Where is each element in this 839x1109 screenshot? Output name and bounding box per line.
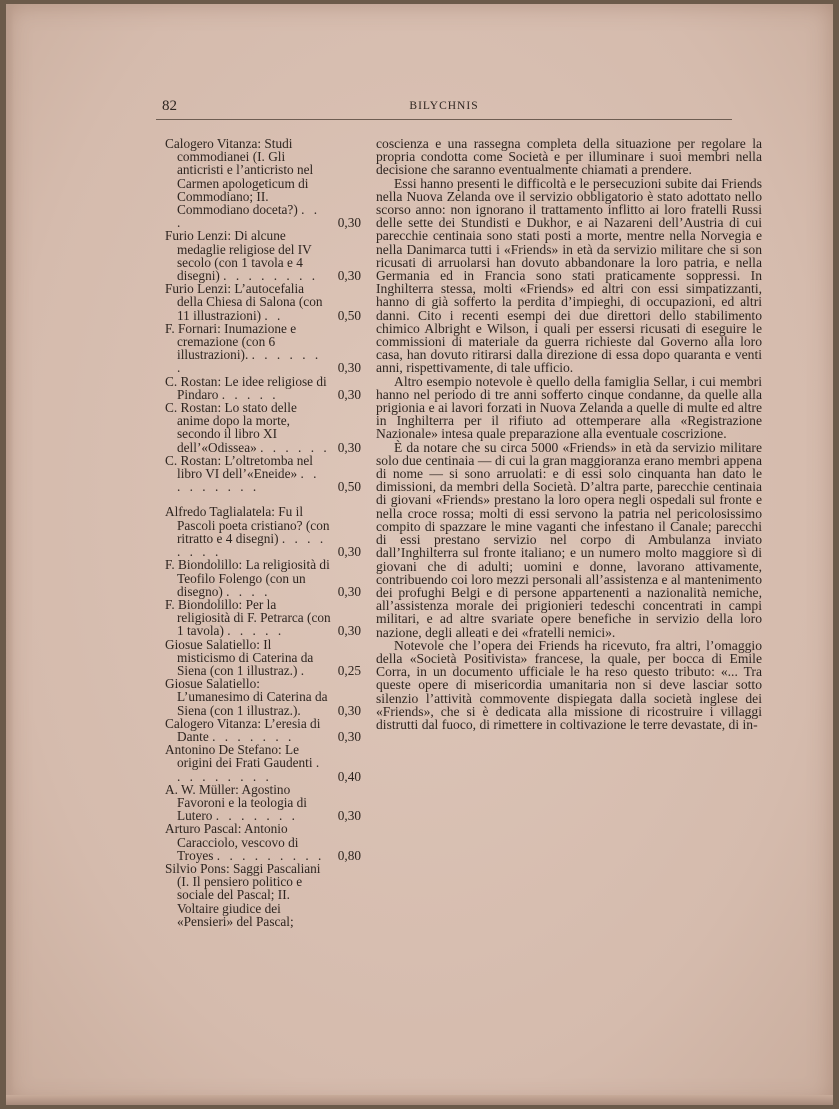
- catalog-entry: F. Biondolillo: La religiosità di Teofilo Folengo (con un disegno) . . . . 0,30: [165, 557, 361, 599]
- entry-price: 0,25: [337, 662, 361, 678]
- catalog-entry: A. W. Müller: Agostino Favoroni e la teologia di Lutero . . . . . . . 0,30: [165, 781, 361, 824]
- catalog-entry: Alfredo Taglialatela: Fu il Pascoli poeta cristiano? (con ritratto e 4 disegni) . . . . . . . . 0,30: [165, 504, 361, 560]
- entry-price: 0,30: [337, 360, 361, 376]
- article-column: [376, 137, 762, 731]
- entry-price: 0,50: [337, 307, 361, 323]
- article-paragraph: È da notare che su circa 5000 «Friends» in età da servizio militare solo due centinaia — di cui la gran maggioranza erano membri appena di nome — si sono arruolati: e di essi solo cinquanta han dato le dimissioni, da membri della Società. D’altra parte, parecchie centinaia di giovani «Friends» prestano la loro opera negli ospedali sul fronte e nella croce rossa; molti di essi servono la patria nel pericolosissimo compito di spazzare le mine vaganti che infestano il Canale; parecchi di essi prestano servizio nel corpo di Ambulanza inviato dall’Inghilterra sul fronte italiano; e un numero molto maggiore sì di giovani che di adulti; uomini e donne, lavorano attivamente, contribuendo coi loro mezzi personali all’assistenza e al mantenimento dei profughi Belgi e di persone appartenenti a nazionalità nemiche, all’assistenza morale dei prigionieri tedeschi concentrati in campi militari, e ad altre svariate opere benefiche in servizio della loro nazione, degli alleati e dei «fratelli nemici».: [376, 439, 762, 640]
- entry-price: 0,30: [337, 544, 361, 560]
- catalog-entry: F. Biondolillo: Per la religiosità di F. Petrarca (con 1 tavola) . . . . . 0,30: [165, 596, 361, 639]
- catalog-entry: C. Rostan: Lo stato delle anime dopo la morte, secondo il libro XI dell’«Odissea» . . . . . . 0,30: [165, 400, 361, 455]
- catalog-entry: C. Rostan: Le idee religiose di Pindaro . . . . . 0,30: [165, 373, 361, 402]
- entry-price: 0,30: [337, 623, 361, 639]
- page-edge-shadow: [6, 4, 14, 1105]
- article-paragraph: Essi hanno presenti le difficoltà e le persecuzioni subite dai Friends nella Nuova Zelanda ove il servizio obbligatorio è stato adottato nello scorso anno: non ignorano il trattamento inflitto ai loro fratelli Russi delle sette dei Stundisti e Dukhor, e ai Nazareni dell’Austria di cui parecchie centinaia sono stati posti a morte, mentre nella Norvegia e nella Danimarca tutti i «Friends» in età da servizio militare che si son ricusati di arruolarsi han dovuto abbandonare la loro patria, e nella Germania ed in Francia sono stati praticamente soppressi. In Inghilterra stessa, molti «Friends» ed altri con essi simpatizzanti, hanno di già sofferto la perdita d’impieghi, di occupazioni, ed altri danni. Cito i recenti esempi dei due direttori dello stabilimento chimico Albright e Wilson, i quali per essersi ricusati di eseguire le commissioni di materiale da guerra richieste dal Governo alla loro casa, han dovuto ritirarsi dalla direzione di essa dopo quaranta e venti anni, rispettivamente, di tale ufficio.: [376, 175, 762, 376]
- article-paragraph: Notevole che l’opera dei Friends ha ricevuto, fra altri, l’omaggio della «Società Positivista» francese, la quale, per bocca di Emile Corra, in un documento ufficiale le ha reso questo tributo: «... Tra queste opere di misericordia umanitaria non si deve lasciar sotto silenzio l’attività commovente dispiegata dalla società inglese dei «Friends», che si è dedicata alla missione di ricostruire i villaggi distrutti dal fuoco, di rimettere in coltivazione le terre devastate, di in-: [376, 637, 762, 732]
- article-paragraph: Altro esempio notevole è quello della famiglia Sellar, i cui membri hanno nel periodo di tre anni sofferto cinque condanne, da quelle alla prigionia e ai lavori forzati in Nuova Zelanda a quelle di multe ed altre in Inghilterra per il rifiuto ad ottemperare alla «Registrazione Nazionale» intesa quale preparazione alla eventuale coscrizione.: [376, 373, 762, 442]
- catalog-entry: Silvio Pons: Saggi Pascaliani (I. Il pensiero politico e sociale del Pascal; II. Voltaire giudice dei «Pensieri» del Pascal;: [165, 860, 321, 929]
- entry-price: 0,30: [337, 583, 361, 599]
- entry-price: 0,30: [337, 439, 361, 455]
- entry-price: 0,40: [337, 768, 361, 784]
- running-title: BILYCHNIS: [409, 100, 479, 112]
- entry-price: 0,50: [337, 479, 361, 495]
- catalog-entry: Calogero Vitanza: L’eresia di Dante . . . . . . . 0,30: [165, 715, 361, 744]
- entry-price: 0,80: [337, 847, 361, 863]
- entry-price: 0,30: [337, 268, 361, 284]
- page-number: 82: [162, 98, 177, 114]
- entry-price: 0,30: [337, 386, 361, 402]
- entry-price: 0,30: [337, 728, 361, 744]
- catalog-entry: Arturo Pascal: Antonio Caracciolo, vescovo di Troyes . . . . . . . . . 0,80: [165, 821, 361, 863]
- catalog-column: [165, 137, 361, 928]
- entry-price: 0,30: [337, 808, 361, 824]
- catalog-entry: Giosue Salatiello: L’umanesimo di Caterina da Siena (con 1 illustraz.). 0,30: [165, 676, 361, 718]
- entry-price: 0,30: [337, 702, 361, 718]
- header-rule: [156, 119, 732, 120]
- catalog-entry: Calogero Vitanza: Studi commodianei (I. Gli anticristi e l’anticristo nel Carmen apologeticum di Commodiano; II. Commodiano doceta?) . . . 0,30: [165, 136, 361, 231]
- catalog-entry: Furio Lenzi: Di alcune medaglie religiose del IV secolo (con 1 tavola e 4 disegni) . . . . . . . . 0,30: [165, 228, 361, 284]
- article-paragraph: coscienza e una rassegna completa della situazione per regolare la propria condotta come Società e per illuminare i suoi membri nella decisione che saranno eventualmente chiamati a prendere.: [376, 136, 762, 178]
- catalog-entry: F. Fornari: Inumazione e cremazione (con 6 illustrazioni). . . . . . . . 0,30: [165, 320, 361, 376]
- entry-price: 0,30: [337, 215, 361, 231]
- catalog-entry: Giosue Salatiello: Il misticismo di Caterina da Siena (con 1 illustraz.) . 0,25: [165, 636, 361, 678]
- page-header: [156, 98, 732, 118]
- catalog-entry: C. Rostan: L’oltretomba nel libro VI dell’«Eneide» . . . . . . . . . 0,50: [165, 452, 361, 495]
- book-page: [6, 4, 833, 1105]
- page-bottom-edge: [6, 1095, 833, 1105]
- catalog-entry: Antonino De Stefano: Le origini dei Frati Gaudenti . . . . . . . . . 0,40: [165, 742, 361, 784]
- catalog-entry: Furio Lenzi: L’autocefalia della Chiesa di Salona (con 11 illustrazioni) . . 0,50: [165, 281, 361, 323]
